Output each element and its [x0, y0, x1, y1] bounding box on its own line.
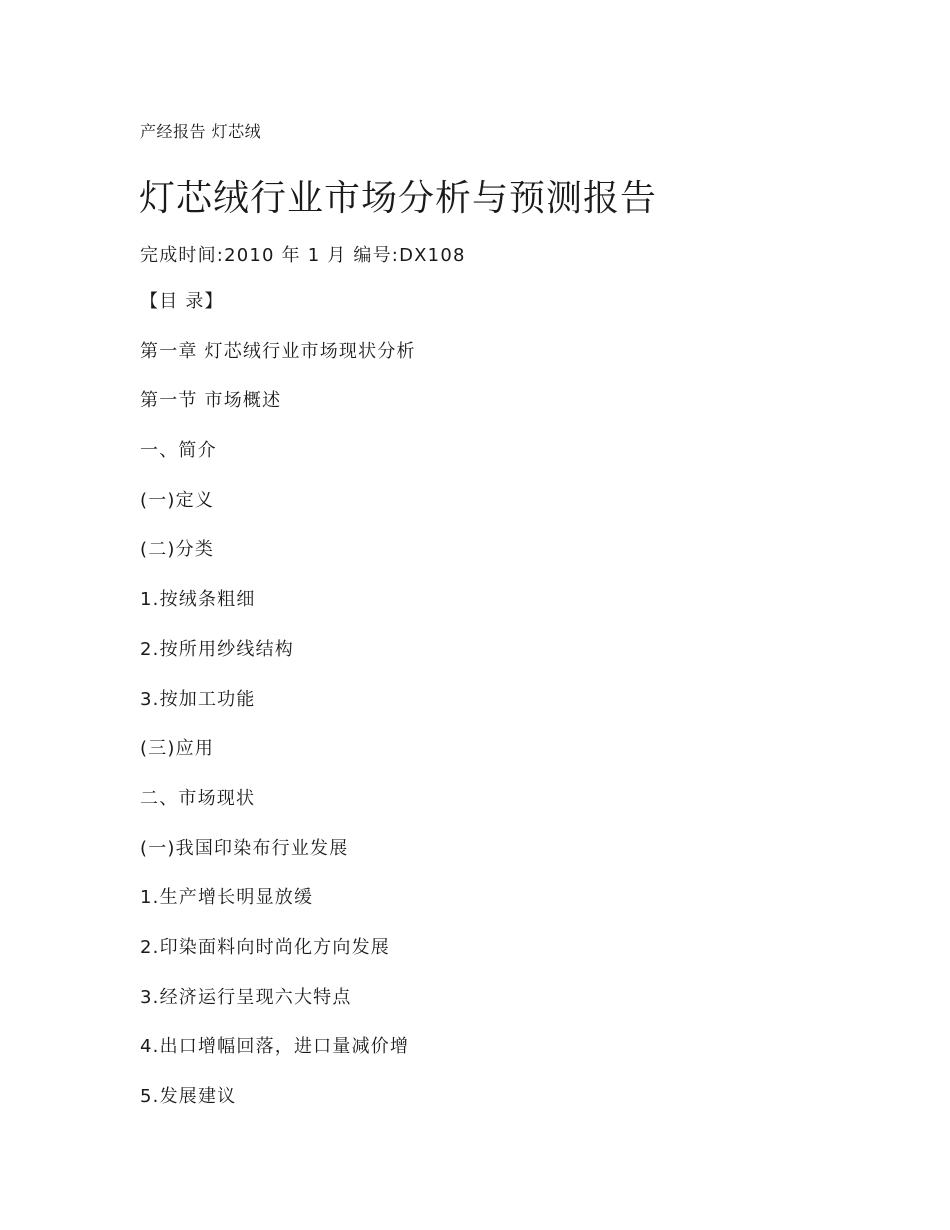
toc-heading: 【目 录】	[140, 291, 224, 312]
table-of-contents	[140, 291, 416, 1136]
toc-item: 3.经济运行呈现六大特点	[140, 986, 352, 1008]
toc-item: 5.发展建议	[140, 1086, 237, 1107]
toc-item: 2.按所用纱线结构	[140, 638, 294, 660]
toc-item: 4.出口增幅回落，进口量减价增	[140, 1036, 410, 1058]
toc-item: (二)分类	[140, 539, 215, 561]
toc-item: 2.印染面料向时尚化方向发展	[140, 936, 390, 958]
toc-item: 第一节 市场概述	[140, 390, 282, 412]
toc-item: 3.按加工功能	[140, 688, 256, 710]
toc-item: 1.生产增长明显放缓	[140, 887, 314, 909]
toc-item: (一)定义	[140, 489, 215, 511]
document-header: 产经报告 灯芯绒	[140, 122, 262, 141]
toc-item: 1.按绒条粗细	[140, 589, 256, 611]
toc-item: 一、简介	[140, 440, 217, 462]
toc-item: 第一章 灯芯绒行业市场现状分析	[140, 340, 416, 362]
toc-item: 二、市场现状	[140, 787, 256, 809]
toc-item: (三)应用	[140, 738, 215, 760]
toc-item: (一)我国印染布行业发展	[140, 837, 349, 859]
document-title: 灯芯绒行业市场分析与预测报告	[139, 178, 658, 219]
document-meta: 完成时间:2010 年 1 月 编号:DX108	[140, 245, 466, 266]
